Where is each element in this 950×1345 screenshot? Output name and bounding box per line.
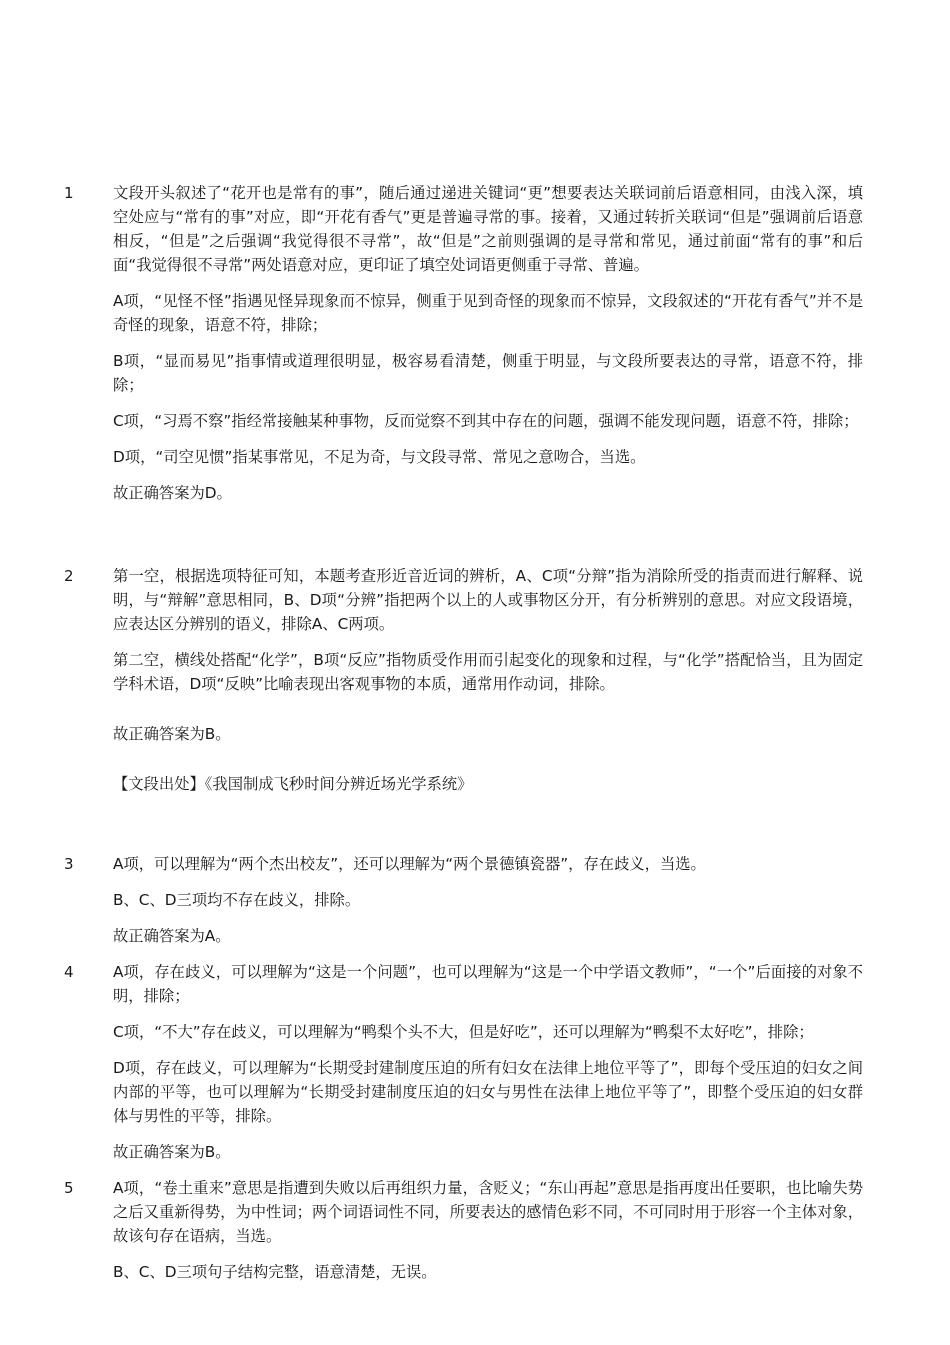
question-number: 2 (64, 567, 74, 585)
question-body (113, 181, 863, 517)
question-number: 4 (64, 963, 74, 981)
option-analysis-c: C项，“不大”存在歧义，可以理解为“鸭梨个头不大，但是好吃”，还可以理解为“鸭梨不太好吃”，排除； (113, 1023, 814, 1041)
option-analysis-a: A项，“见怪不怪”指遇见怪异现象而不惊异，侧重于见到奇怪的现象而不惊异，文段叙述的“开花有香气”并不是奇怪的现象，语意不符，排除； (113, 292, 863, 334)
option-analysis-bcd: B、C、D三项句子结构完整，语意清楚，无误。 (113, 1263, 437, 1281)
option-analysis-bcd: B、C、D三项均不存在歧义，排除。 (113, 891, 361, 909)
option-analysis-d: D项，存在歧义，可以理解为“长期受封建制度压迫的所有妇女在法律上地位平等了”，即每个受压迫的妇女之间内部的平等，也可以理解为“长期受封建制度压迫的妇女与男性在法律上地位平等了”，即整个受压迫的妇女群体与男性的平等，排除。 (113, 1059, 863, 1125)
correct-answer: 故正确答案为B。 (113, 1143, 231, 1161)
question-number: 5 (64, 1179, 74, 1197)
question-body (113, 564, 863, 808)
question-body (113, 852, 863, 960)
source-citation: 【文段出处】《我国制成飞秒时间分辨近场光学系统》 (113, 775, 473, 793)
correct-answer: 故正确答案为D。 (113, 484, 232, 502)
question-body (113, 960, 863, 1176)
option-analysis-b: B项，“显而易见”指事情或道理很明显，极容易看清楚，侧重于明显，与文段所要表达的寻常，语意不符，排除； (113, 352, 863, 394)
correct-answer: 故正确答案为B。 (113, 725, 231, 743)
question-number: 1 (64, 184, 74, 202)
explanation-paragraph: 第一空，根据选项特征可知，本题考查形近音近词的辨析，A、C项“分辩”指为消除所受的指责而进行解释、说明，与“辩解”意思相同，B、D项“分辨”指把两个以上的人或事物区分开，有分析辨别的意思。对应文段语境，应表达区分辨别的语义，排除A、C两项。 (113, 567, 863, 633)
option-analysis-c: C项，“习焉不察”指经常接触某种事物，反而觉察不到其中存在的问题，强调不能发现问题，语意不符，排除； (113, 412, 859, 430)
explanation-paragraph: 第二空，横线处搭配“化学”，B项“反应”指物质受作用而引起变化的现象和过程，与“化学”搭配恰当，且为固定学科术语，D项“反映”比喻表现出客观事物的本质，通常用作动词，排除。 (113, 651, 863, 693)
question-body (113, 1176, 863, 1296)
option-analysis-a: A项，可以理解为“两个杰出校友”，还可以理解为“两个景德镇瓷器”，存在歧义，当选。 (113, 855, 706, 873)
option-analysis-a: A项，存在歧义，可以理解为“这是一个问题”，也可以理解为“这是一个中学语文教师”，“一个”后面接的对象不明，排除； (113, 963, 863, 1005)
correct-answer: 故正确答案为A。 (113, 927, 231, 945)
option-analysis-d: D项，“司空见惯”指某事常见，不足为奇，与文段寻常、常见之意吻合，当选。 (113, 448, 646, 466)
explanation-paragraph: 文段开头叙述了“花开也是常有的事”，随后通过递进关键词“更”想要表达关联词前后语意相同，由浅入深，填空处应与“常有的事”对应，即“开花有香气”更是普遍寻常的事。接着，又通过转折关联词“但是”强调前后语意相反，“但是”之后强调“我觉得很不寻常”，故“但是”之前则强调的是寻常和常见，通过前面“常有的事”和后面“我觉得很不寻常”两处语意对应，更印证了填空处词语更侧重于寻常、普遍。 (113, 184, 863, 274)
option-analysis-a: A项，“卷土重来”意思是指遭到失败以后再组织力量，含贬义；“东山再起”意思是指再度出任要职，也比喻失势之后又重新得势，为中性词；两个词语词性不同，所要表达的感情色彩不同，不可同时用于形容一个主体对象，故该句存在语病，当选。 (113, 1179, 863, 1245)
question-number: 3 (64, 855, 74, 873)
